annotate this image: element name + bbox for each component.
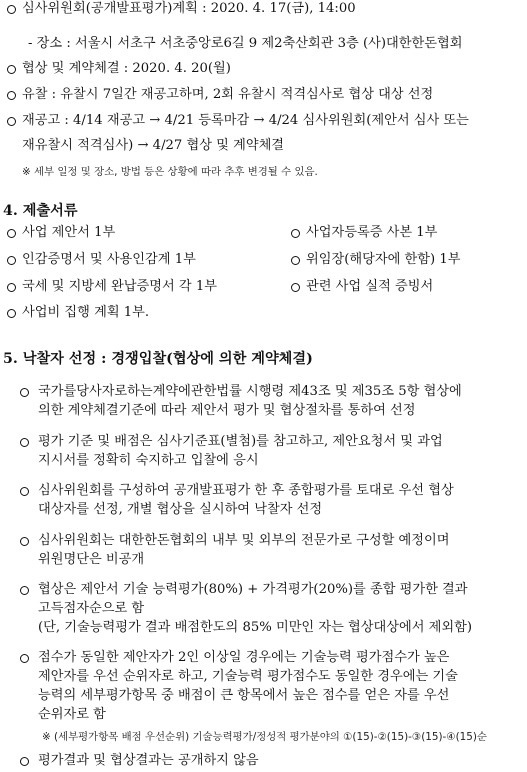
bullet-icon [7, 65, 16, 74]
criteria-line: 평가 기준 및 배점은 심사기준표(별첨)를 참고하고, 제안요청서 및 과업 [38, 434, 443, 449]
criteria-line: 위원명단은 비공개 [38, 552, 145, 567]
criteria-line: 의한 계약체결기준에 따라 제안서 평가 및 협상절차를 통하여 선정 [38, 403, 416, 418]
criteria-line: 고득점자순으로 함 [38, 601, 145, 616]
failure-line: 유찰 : 유찰시 7일간 재공고하며, 2회 유찰시 적격심사로 협상 대상 선정 [22, 87, 434, 102]
schedule-note: ※ 세부 일정 및 장소, 방법 등은 상황에 따라 추후 변경될 수 있음. [22, 166, 318, 178]
doc-item: 사업자등록증 사본 1부 [306, 225, 438, 240]
doc-item: 사업비 집행 계획 1부. [22, 305, 150, 320]
reannounce-line: 재공고 : 4/14 재공고 → 4/21 등록마감 → 4/24 심사위원회(제안서 심사 또는 [22, 113, 469, 128]
criteria-line: 협상은 제안서 기술 능력평가(80%) + 가격평가(20%)를 종합 평가한 결과 [38, 582, 468, 597]
bullet-icon [7, 5, 16, 14]
criteria-line: 제안자를 우선 순위자로 하고, 기술능력 평가점수도 동일한 경우에는 기술 [38, 669, 458, 684]
bullet-icon [20, 586, 29, 595]
negotiation-line: 협상 및 계약체결 : 2020. 4. 20(월) [22, 61, 231, 76]
doc-item: 사업 제안서 1부 [22, 225, 116, 240]
bullet-icon [20, 537, 29, 546]
bullet-icon [7, 91, 16, 100]
venue-line: - 장소 : 서울시 서초구 서초중앙로6길 9 제2축산회관 3층 (사)대한한돈협회 [28, 36, 463, 51]
bullet-icon [20, 438, 29, 447]
criteria-line: 심사위원회는 대한한돈협회의 내부 및 외부의 전문가로 구성할 예정이며 [38, 533, 450, 548]
priority-note: ※ (세부평가항목 배점 우선순위) 기술능력평가/정성적 평가분야의 ①(15)-②(15)-③(15)-④(15)순 [42, 731, 487, 743]
criteria-line: 국가를당사자로하는계약에관한법률 시행령 제43조 및 제35조 5항 협상에 [38, 384, 462, 399]
doc-item: 인감증명서 및 사용인감계 1부 [22, 252, 196, 267]
criteria-line: 평가결과 및 협상결과는 공개하지 않음 [38, 753, 259, 768]
section5-title: 5. 낙찰자 선정 : 경쟁입찰(협상에 의한 계약체결) [3, 351, 313, 367]
criteria-line: 순위자로 함 [38, 707, 106, 722]
bullet-icon [7, 117, 16, 126]
criteria-line: (단, 기술능력평가 결과 배점한도의 85% 미만인 자는 협상대상에서 제외함) [38, 620, 473, 635]
doc-item: 위임장(해당자에 한함) 1부 [306, 252, 461, 267]
bullet-icon [20, 487, 29, 496]
criteria-line: 심사위원회를 구성하여 공개발표평가 한 후 종합평가를 토대로 우선 협상 [38, 483, 454, 498]
bullet-icon [20, 654, 29, 663]
bullet-icon [291, 283, 300, 292]
doc-item: 국세 및 지방세 완납증명서 각 1부 [22, 279, 217, 294]
bullet-icon [291, 229, 300, 238]
bullet-icon [291, 256, 300, 265]
bullet-icon [20, 388, 29, 397]
criteria-line: 대상자를 선정, 개별 협상을 실시하여 낙찰자 선정 [38, 502, 323, 517]
criteria-line: 능력의 세부평가항목 중 배점이 큰 항목에서 높은 점수를 얻은 자를 우선 [38, 688, 450, 703]
doc-item: 관련 사업 실적 증빙서 [306, 279, 434, 294]
bullet-icon [7, 309, 16, 318]
bullet-icon [20, 757, 29, 766]
criteria-line: 점수가 동일한 제안자가 2인 이상일 경우에는 기술능력 평가점수가 높은 [38, 650, 450, 665]
meeting-schedule: 심사위원회(공개발표평가)계획 : 2020. 4. 17(금), 14:00 [22, 1, 356, 16]
bullet-icon [7, 283, 16, 292]
reannounce-line-cont: 재유찰시 적격심사) → 4/27 협상 및 계약체결 [22, 138, 285, 153]
bullet-icon [7, 229, 16, 238]
section4-title: 4. 제출서류 [3, 203, 78, 219]
criteria-line: 지시서를 정확히 숙지하고 입찰에 응시 [38, 453, 259, 468]
bullet-icon [7, 256, 16, 265]
